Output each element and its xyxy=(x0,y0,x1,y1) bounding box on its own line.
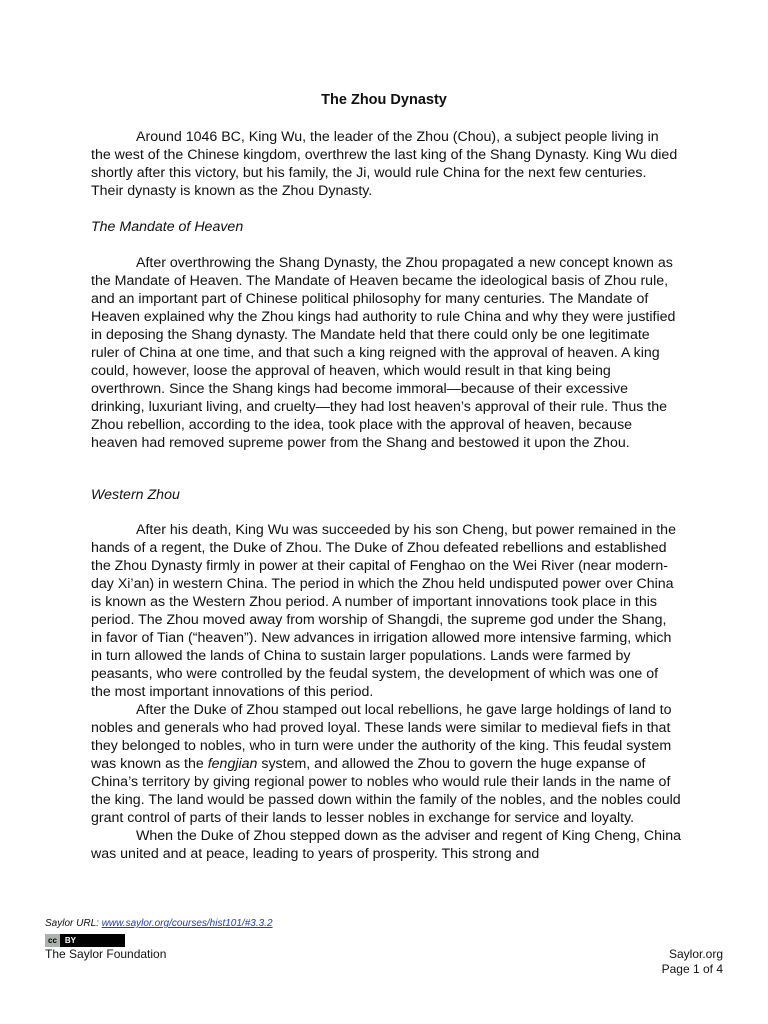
document-title: The Zhou Dynasty xyxy=(321,92,447,108)
western-zhou-paragraph-3: When the Duke of Zhou stepped down as the adviser and regent of King Cheng, China was united and at peace, leading to years of prosperity. This strong and xyxy=(91,828,681,862)
page-number: Page 1 of 4 xyxy=(661,962,723,976)
by-label: BY xyxy=(64,936,77,945)
footer-site: Saylor.org xyxy=(668,947,723,961)
footer-url-line xyxy=(45,918,273,929)
footer-right xyxy=(662,947,723,977)
section-heading-western-zhou: Western Zhou xyxy=(91,487,180,503)
western-zhou-paragraph-2 xyxy=(91,701,681,827)
paragraph-2-text-a: After the Duke of Zhou stamped out local rebellions, he gave large holdings of land to nobles and generals who had proved loyal. These lands were similar to medieval fiefs in that they belonged to nobles, who in turn were under the authority of the king. This feudal system was known as the xyxy=(91,702,672,772)
cc-by-license-badge[interactable] xyxy=(45,934,125,947)
intro-block xyxy=(91,128,681,200)
cc-icon: cc xyxy=(45,934,61,947)
section-heading-mandate: The Mandate of Heaven xyxy=(91,219,244,235)
western-zhou-block xyxy=(91,521,681,863)
intro-paragraph: Around 1046 BC, King Wu, the leader of the Zhou (Chou), a subject people living in the west of the Chinese kingdom, overthrew the last king of the Shang Dynasty. King Wu died shortly after this victory, but his family, the Ji, would rule China for the next few centuries. Their dynasty is known as the Zhou Dynasty. xyxy=(91,129,678,199)
mandate-paragraph: After overthrowing the Shang Dynasty, the Zhou propagated a new concept known as the Mandate of Heaven. The Mandate of Heaven became the ideological basis of Zhou rule, and an important part of Chinese political philosophy for many centuries. The Mandate of Heaven explained why the Zhou kings had authority to rule China and why they were justified in deposing the Shang dynasty. The Mandate held that there could only be one legitimate ruler of China at one time, and that such a king reigned with the approval of heaven. A king could, however, loose the approval of heaven, which would result in that king being overthrown. Since the Shang kings had become immoral—because of their excessive drinking, luxuriant living, and cruelty—they had lost heaven’s approval of their rule. Thus the Zhou rebellion, according to the idea, took place with the approval of heaven, because heaven had removed supreme power from the Shang and bestowed it upon the Zhou. xyxy=(91,255,676,451)
paragraph-2-text-b: system, and allowed the Zhou to govern the huge expanse of China’s territory by giving regional power to nobles who would rule their lands in the name of the king. The land would be passed down within the family of the nobles, and the nobles could grant control of parts of their lands to lesser nobles in exchange for service and loyalty. xyxy=(91,756,681,826)
western-zhou-paragraph-1: After his death, King Wu was succeeded by his son Cheng, but power remained in the hands of a regent, the Duke of Zhou. The Duke of Zhou defeated rebellions and established the Zhou Dynasty firmly in power at their capital of Fenghao on the Wei River (near modern-day Xi’an) in western China. The period in which the Zhou held undisputed power over China is known as the Western Zhou period. A number of important innovations took place in this period. The Zhou moved away from worship of Shangdi, the supreme god under the Shang, in favor of Tian (“heaven”). New advances in irrigation allowed more intensive farming, which in turn allowed the lands of China to sustain larger populations. Lands were farmed by peasants, who were controlled by the feudal system, the development of which was one of the most important innovations of this period. xyxy=(91,522,676,700)
footer-url-link[interactable]: www.saylor.org/courses/hist101/#3.3.2 xyxy=(101,918,273,929)
footer-url-label: Saylor URL: xyxy=(45,918,102,929)
mandate-block xyxy=(91,254,681,452)
fengjian-term: fengjian xyxy=(207,756,258,772)
footer-organization: The Saylor Foundation xyxy=(45,947,167,961)
